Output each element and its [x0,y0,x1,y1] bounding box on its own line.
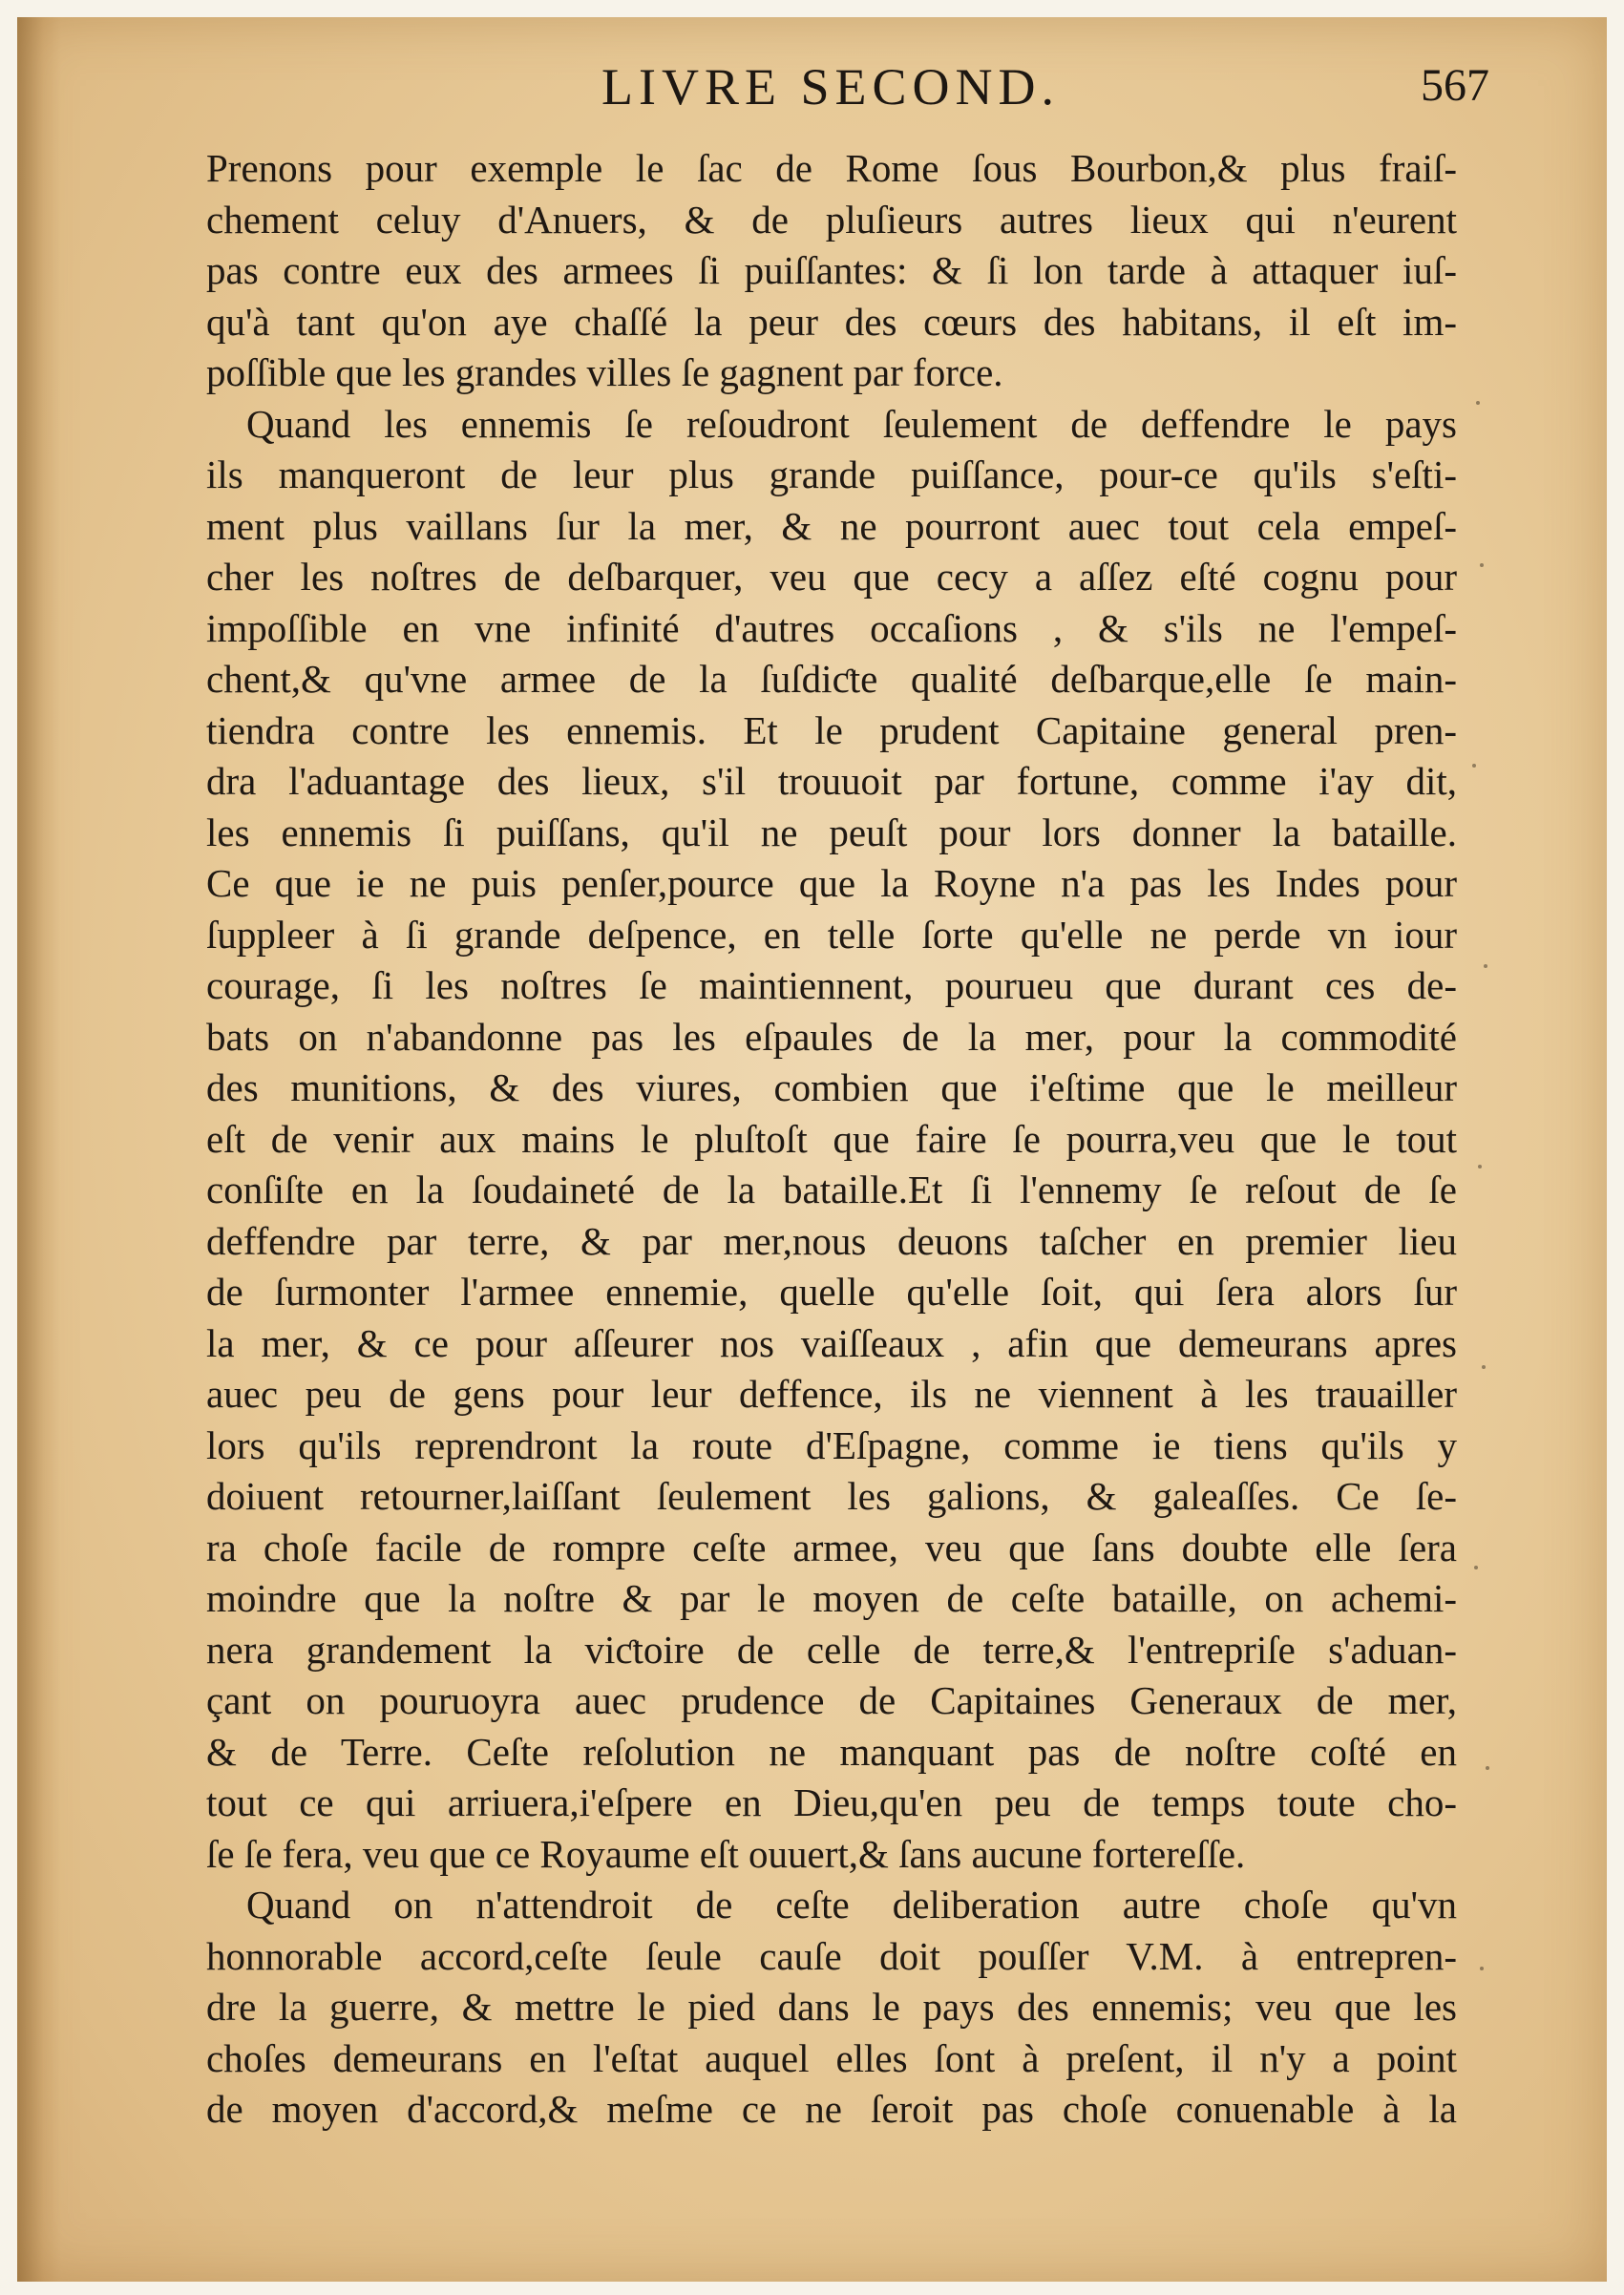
text-line: deffendre par terre, & par mer,nous deuons taſcher en premier lieu [206,1218,1457,1263]
text-line: ra choſe facile de rompre ceſte armee, veu que ſans doubte elle ſera [206,1525,1457,1569]
speck [1480,563,1484,567]
speck [1478,1165,1482,1169]
text-line: choſes demeurans en l'eſtat auquel elles ſont à preſent, il n'y a point [206,2035,1457,2080]
text-line: moindre que la noſtre & par le moyen de ceſte bataille, on achemi- [206,1576,1457,1620]
text-line: honnorable accord,ceſte ſeule cauſe doit pouſſer V.M. à entrepren- [206,1933,1457,1978]
page-number: 567 [1421,60,1489,111]
text-line: ment plus vaillans ſur la mer, & ne pourront auec tout cela empeſ- [206,503,1457,548]
body-text [206,143,1457,2136]
running-title: LIVRE SECOND. [601,58,1060,116]
text-line: de ſurmonter l'armee ennemie, quelle qu'elle ſoit, qui ſera alors ſur [206,1270,1457,1314]
text-line: eſt de venir aux mains le pluſtoſt que faire ſe pourra,veu que le tout [206,1116,1457,1161]
speck [1480,1967,1484,1970]
text-line: chement celuy d'Anuers, & de pluſieurs autres lieux qui n'eurent [206,197,1457,242]
margin-specks [1470,401,1508,2119]
text-line: la mer, & ce pour aſſeurer nos vaiſſeaux , afin que demeurans apres [206,1320,1457,1365]
text-line: impoſſible en vne infinité d'autres occaſions , & s'ils ne l'empeſ- [206,605,1457,650]
text-line: des munitions, & des viures, combien que i'eſtime que le meilleur [206,1065,1457,1109]
text-line: courage, ſi les noſtres ſe maintiennent, pourueu que durant ces de- [206,963,1457,1007]
text-line: conſiſte en la ſoudaineté de la bataille.Et ſi l'ennemy ſe reſout de ſe [206,1168,1457,1211]
text-line: tiendra contre les ennemis. Et le prudent Capitaine general pren- [206,707,1457,752]
text-line: bats on n'abandonne pas les eſpaules de la mer, pour la commodité [206,1014,1457,1059]
speck [1472,764,1476,768]
text-line: Ce que ie ne puis penſer,pource que la Royne n'a pas les Indes pour [206,861,1457,905]
text-line: poſſible que les grandes villes ſe gagnent par force. [206,350,1003,394]
text-line: çant on pouruoyra auec prudence de Capitaines Generaux de mer, [206,1678,1457,1722]
text-line: & de Terre. Ceſte reſolution ne manquant pas de noſtre coſté en [206,1729,1457,1774]
speck [1474,1566,1478,1569]
text-line: pas contre eux des armees ſi puiſſantes: & ſi lon tarde à attaquer iuſ- [206,248,1457,292]
text-line: de moyen d'accord,& meſme ce ne ſeroit pas choſe conuenable à la [206,2087,1457,2131]
text-line: ſuppleer à ſi grande deſpence, en telle ſorte qu'elle ne perde vn iour [206,912,1457,957]
page-gutter [17,17,61,2282]
text-line: nera grandement la viƈtoire de celle de terre,& l'entrepriſe s'aduan- [206,1627,1457,1672]
text-line: cher les noſtres de deſbarquer, veu que cecy a aſſez eſté cognu pour [206,555,1457,599]
page-header [220,57,1489,124]
text-line: doiuent retourner,laiſſant ſeulement les galions, & galeaſſes. Ce ſe- [206,1474,1457,1518]
text-line: Quand les ennemis ſe reſoudront ſeulement de deffendre le pays [246,401,1457,446]
speck [1476,401,1480,405]
text-line: tout ce qui arriuera,i'eſpere en Dieu,qu'en peu de temps toute cho- [206,1780,1457,1824]
text-line: Quand on n'attendroit de ceſte deliberation autre choſe qu'vn [246,1883,1457,1927]
speck [1484,964,1487,968]
text-line: chent,& qu'vne armee de la ſuſdiƈte qualité deſbarque,elle ſe main- [206,657,1457,701]
speck [1486,1766,1489,1770]
text-line: lors qu'ils reprendront la route d'Eſpagne, comme ie tiens qu'ils y [206,1422,1457,1467]
text-line: qu'à tant qu'on aye chaſſé la peur des cœurs des habitans, il eſt im- [206,299,1457,344]
text-line: dra l'aduantage des lieux, s'il trouuoit par fortune, comme i'ay dit, [206,759,1457,803]
text-line: dre la guerre, & mettre le pied dans le pays des ennemis; veu que les [206,1985,1457,2029]
text-line: les ennemis ſi puiſſans, qu'il ne peuſt pour lors donner la bataille. [206,810,1457,854]
text-line: ils manqueront de leur plus grande puiſſance, pour-ce qu'ils s'eſti- [206,453,1457,496]
text-line: auec peu de gens pour leur deffence, ils ne viennent à les trauailler [206,1372,1457,1416]
speck [1482,1365,1486,1369]
text-line: Prenons pour exemple le ſac de Rome ſous Bourbon,& plus fraiſ- [206,146,1457,190]
text-line: ſe ſe fera, veu que ce Royaume eſt ouuert,& ſans aucune fortereſſe. [206,1831,1246,1876]
